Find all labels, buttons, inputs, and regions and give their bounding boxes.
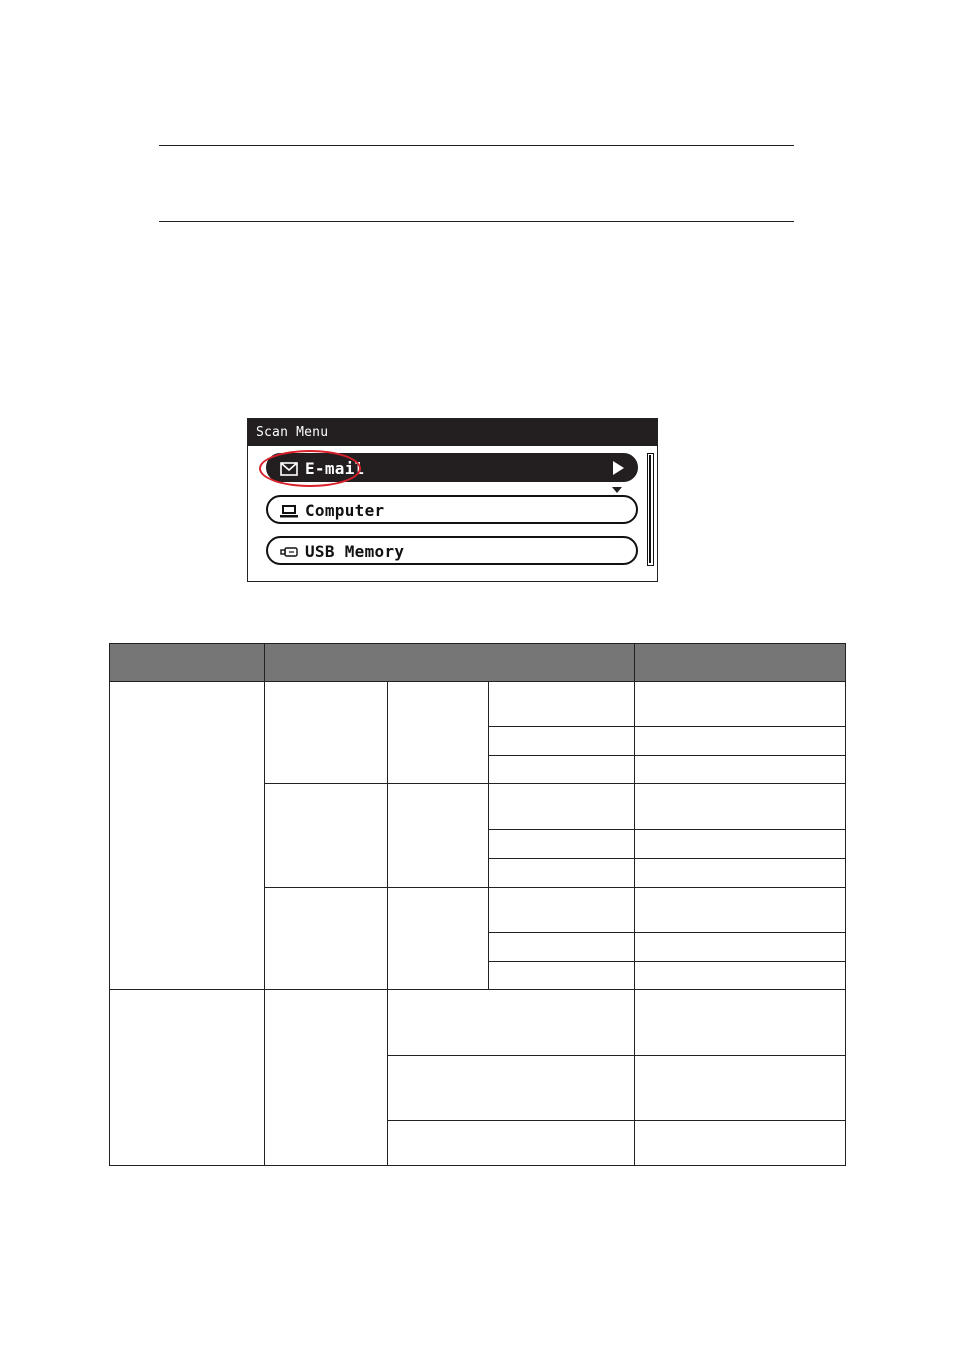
table-cell xyxy=(635,727,846,756)
table-cell xyxy=(489,859,635,888)
table-cell xyxy=(489,784,635,830)
table-cell xyxy=(635,784,846,830)
table-cell xyxy=(489,727,635,756)
highlight-ellipse xyxy=(259,450,361,487)
table-row xyxy=(110,682,846,727)
table-cell xyxy=(265,888,388,990)
table-cell xyxy=(635,756,846,784)
table-header-row xyxy=(110,644,846,682)
scan-menu-screen xyxy=(247,418,658,582)
table-header-cell xyxy=(265,644,635,682)
table-cell xyxy=(635,1056,846,1121)
table-cell xyxy=(489,830,635,859)
table-cell xyxy=(489,756,635,784)
top-rule xyxy=(159,145,794,146)
table-cell xyxy=(489,682,635,727)
settings-table xyxy=(109,643,845,1166)
menu-item-label: USB Memory xyxy=(305,542,405,561)
scrollbar[interactable] xyxy=(647,453,654,566)
table-cell xyxy=(635,830,846,859)
scroll-thumb[interactable] xyxy=(649,455,651,563)
menu-item-label: Computer xyxy=(305,501,385,520)
scroll-down-indicator-icon xyxy=(612,487,622,493)
bottom-rule xyxy=(159,221,794,222)
table-cell xyxy=(388,1056,635,1121)
table-cell xyxy=(110,990,265,1166)
table-cell xyxy=(635,888,846,933)
table-cell xyxy=(388,1121,635,1166)
table-header-cell xyxy=(110,644,265,682)
table-cell xyxy=(388,784,489,888)
screen-title-bar xyxy=(248,419,657,446)
menu-item-label: E-mail xyxy=(305,459,365,478)
table-cell xyxy=(635,1121,846,1166)
table-cell xyxy=(489,962,635,990)
menu-item-computer[interactable] xyxy=(266,495,638,524)
table-cell xyxy=(265,784,388,888)
table-cell xyxy=(635,933,846,962)
table-cell xyxy=(635,990,846,1056)
computer-icon xyxy=(280,504,298,518)
table-cell xyxy=(489,888,635,933)
table-cell xyxy=(110,682,265,990)
table-cell xyxy=(635,962,846,990)
table-row xyxy=(110,990,846,1056)
table-cell xyxy=(635,682,846,727)
table-cell xyxy=(388,682,489,784)
table-cell xyxy=(388,888,489,990)
table-cell xyxy=(635,859,846,888)
table-cell xyxy=(265,990,388,1166)
table-cell xyxy=(265,682,388,784)
table-header-cell xyxy=(635,644,846,682)
arrow-right-icon xyxy=(613,461,624,475)
table-cell xyxy=(388,990,635,1056)
screen-title: Scan Menu xyxy=(256,425,329,440)
table-cell xyxy=(489,933,635,962)
menu-item-usb-memory[interactable] xyxy=(266,536,638,565)
usb-memory-icon xyxy=(280,545,298,559)
